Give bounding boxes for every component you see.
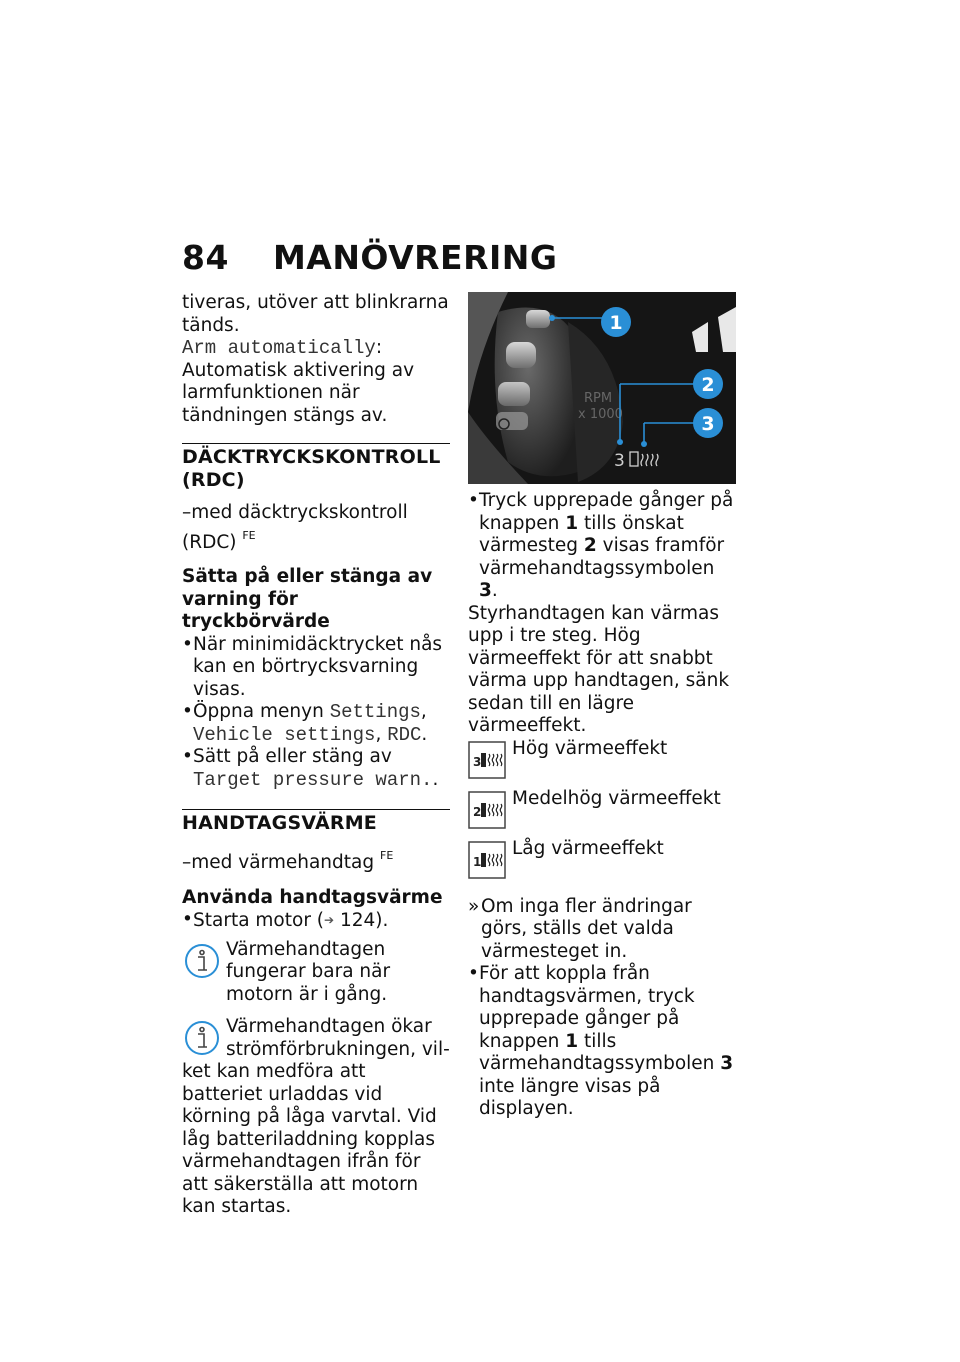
step-1-mid: tills önskat värmesteg <box>479 512 684 556</box>
step-2-mid: tills värmehandtagssymbolen <box>479 1030 721 1074</box>
info-icon <box>184 943 220 979</box>
rdc-bullet-3-end: . <box>432 768 439 790</box>
grip-equipment <box>182 845 450 875</box>
step-1-end: . <box>491 580 498 601</box>
step-2 <box>468 963 736 1121</box>
rdc-title: DÄCKTRYCKSKONTROLL (RDC) <box>182 446 441 491</box>
result-text: » Om inga fler ändringar görs, ställs det valda värmesteget in. <box>468 896 736 964</box>
arm-code: Arm automatically <box>182 337 376 359</box>
heat-level-high-digit: 3 <box>473 754 482 769</box>
grip-bullet-end: ). <box>375 910 389 931</box>
grip-title: HANDTAGSVÄRME <box>182 812 377 834</box>
callout-1: 1 <box>609 312 623 334</box>
rdc-code: RDC <box>387 723 422 746</box>
rdc-bullet-2-pre: Öppna menyn <box>193 701 330 722</box>
heating-explanation: Styrhandtagen kan värmas upp i tre steg. Hög värmeeffekt för att snabbt värma upp handtagen, sänk sedan till en lägre värmeeffekt. <box>468 602 730 736</box>
ref-level-2: 2 <box>583 535 597 556</box>
info-icon <box>184 1020 220 1056</box>
callout-3: 3 <box>701 413 715 435</box>
heat-level-medium <box>468 788 736 838</box>
rdc-bullet-3-pre: Sätt på eller stäng av <box>193 746 392 767</box>
rpm-label: RPM <box>584 391 613 406</box>
rdc-sep-1: , <box>420 701 427 722</box>
note-2-start: Värmehandtagen ökar strömförbrukningen, vil- <box>226 1016 450 1060</box>
rdc-bullet-2 <box>182 701 450 746</box>
rdc-equipment <box>182 502 450 554</box>
note-1-text: Värmehandtagen fungerar bara när motorn är i gång. <box>226 938 391 1005</box>
grip-section <box>182 809 450 1219</box>
intro-text: tiveras, utöver att blinkrarna tänds. <box>182 292 449 336</box>
rdc-bullet-2-end: . <box>421 723 428 745</box>
grip-equipment-text: –med värmehandtag <box>182 852 375 873</box>
grip-equipment-sup: FE <box>380 849 394 862</box>
handlebar-switch-photo <box>468 292 736 484</box>
chapter-title: MANÖVRERING <box>272 238 558 277</box>
heat-level-medium-digit: 2 <box>473 804 482 819</box>
ref-symbol-3b: 3 <box>720 1053 734 1074</box>
rdc-equipment-sup: FE <box>242 528 256 542</box>
step-1 <box>468 490 736 603</box>
heated-grip-level-3-icon <box>468 741 506 779</box>
rdc-sep-2: , <box>375 723 388 745</box>
rdc-subtitle: Sätta på eller stänga av varning för tryckbörvärde <box>182 566 433 632</box>
heat-level-high <box>468 738 736 788</box>
heat-level-high-label: Hög värmeeffekt <box>512 737 668 759</box>
page-reference-arrow-icon: ➔ <box>324 913 335 927</box>
step-1-mid2: visas framför värmehandtagssymbolen <box>479 535 725 579</box>
heat-level-medium-label: Medelhög värmeeffekt <box>512 787 721 809</box>
ref-button-1: 1 <box>565 512 579 534</box>
arm-option <box>182 337 450 427</box>
page-number: 84 <box>182 238 229 277</box>
heat-level-low-digit: 1 <box>473 854 482 869</box>
page-reference[interactable]: 124 <box>339 910 376 931</box>
rdc-bullet-1: • När minimidäcktrycket nås kan en börtrycksvarning visas. <box>182 634 450 702</box>
display-level-digit: 3 <box>614 451 625 471</box>
callout-2: 2 <box>701 374 715 396</box>
vehicle-settings-code: Vehicle settings <box>193 723 376 746</box>
left-column <box>182 292 450 1219</box>
grip-bullet <box>182 909 450 933</box>
grip-bullet-pre: Starta motor ( <box>193 910 325 931</box>
settings-code: Settings <box>329 701 421 723</box>
rpm-scale: x 1000 <box>578 407 623 422</box>
arm-text: : Automatisk aktivering av larmfunktionen när tändningen stängs av. <box>182 337 415 426</box>
right-column <box>468 292 736 1121</box>
step-1-pre: Tryck upprepade gånger på knappen <box>479 490 734 534</box>
rdc-bullet-3 <box>182 746 450 791</box>
rdc-section <box>182 443 450 791</box>
handlebar-switch-illustration <box>468 292 736 484</box>
heated-grip-level-1-icon <box>468 841 506 879</box>
page-header <box>182 238 558 277</box>
rdc-equipment-text: –med däcktryckskontroll (RDC) <box>182 502 408 553</box>
ref-button-1b: 1 <box>565 1030 579 1052</box>
note-1 <box>182 939 450 1007</box>
target-pressure-code: Target pressure warn. <box>193 768 433 791</box>
step-2-end: inte längre visas på displayen. <box>479 1075 661 1119</box>
heated-grip-level-2-icon <box>468 791 506 829</box>
note-2 <box>182 1016 450 1219</box>
step-2-pre: För att koppla från handtagsvärmen, tryck upprepade gånger på knappen <box>479 963 695 1052</box>
heat-level-low <box>468 838 736 888</box>
grip-subtitle: Använda handtagsvärme <box>182 886 443 908</box>
note-2-cont: ket kan medföra att batteriet urladdas vid körning på låga varvtal. Vid låg batteriladdning kopplas värmehandtagen ifrån för att säkerställa att motorn kan startas. <box>182 1061 437 1217</box>
heat-level-low-label: Låg värmeeffekt <box>512 837 664 859</box>
ref-symbol-3: 3 <box>479 580 492 601</box>
